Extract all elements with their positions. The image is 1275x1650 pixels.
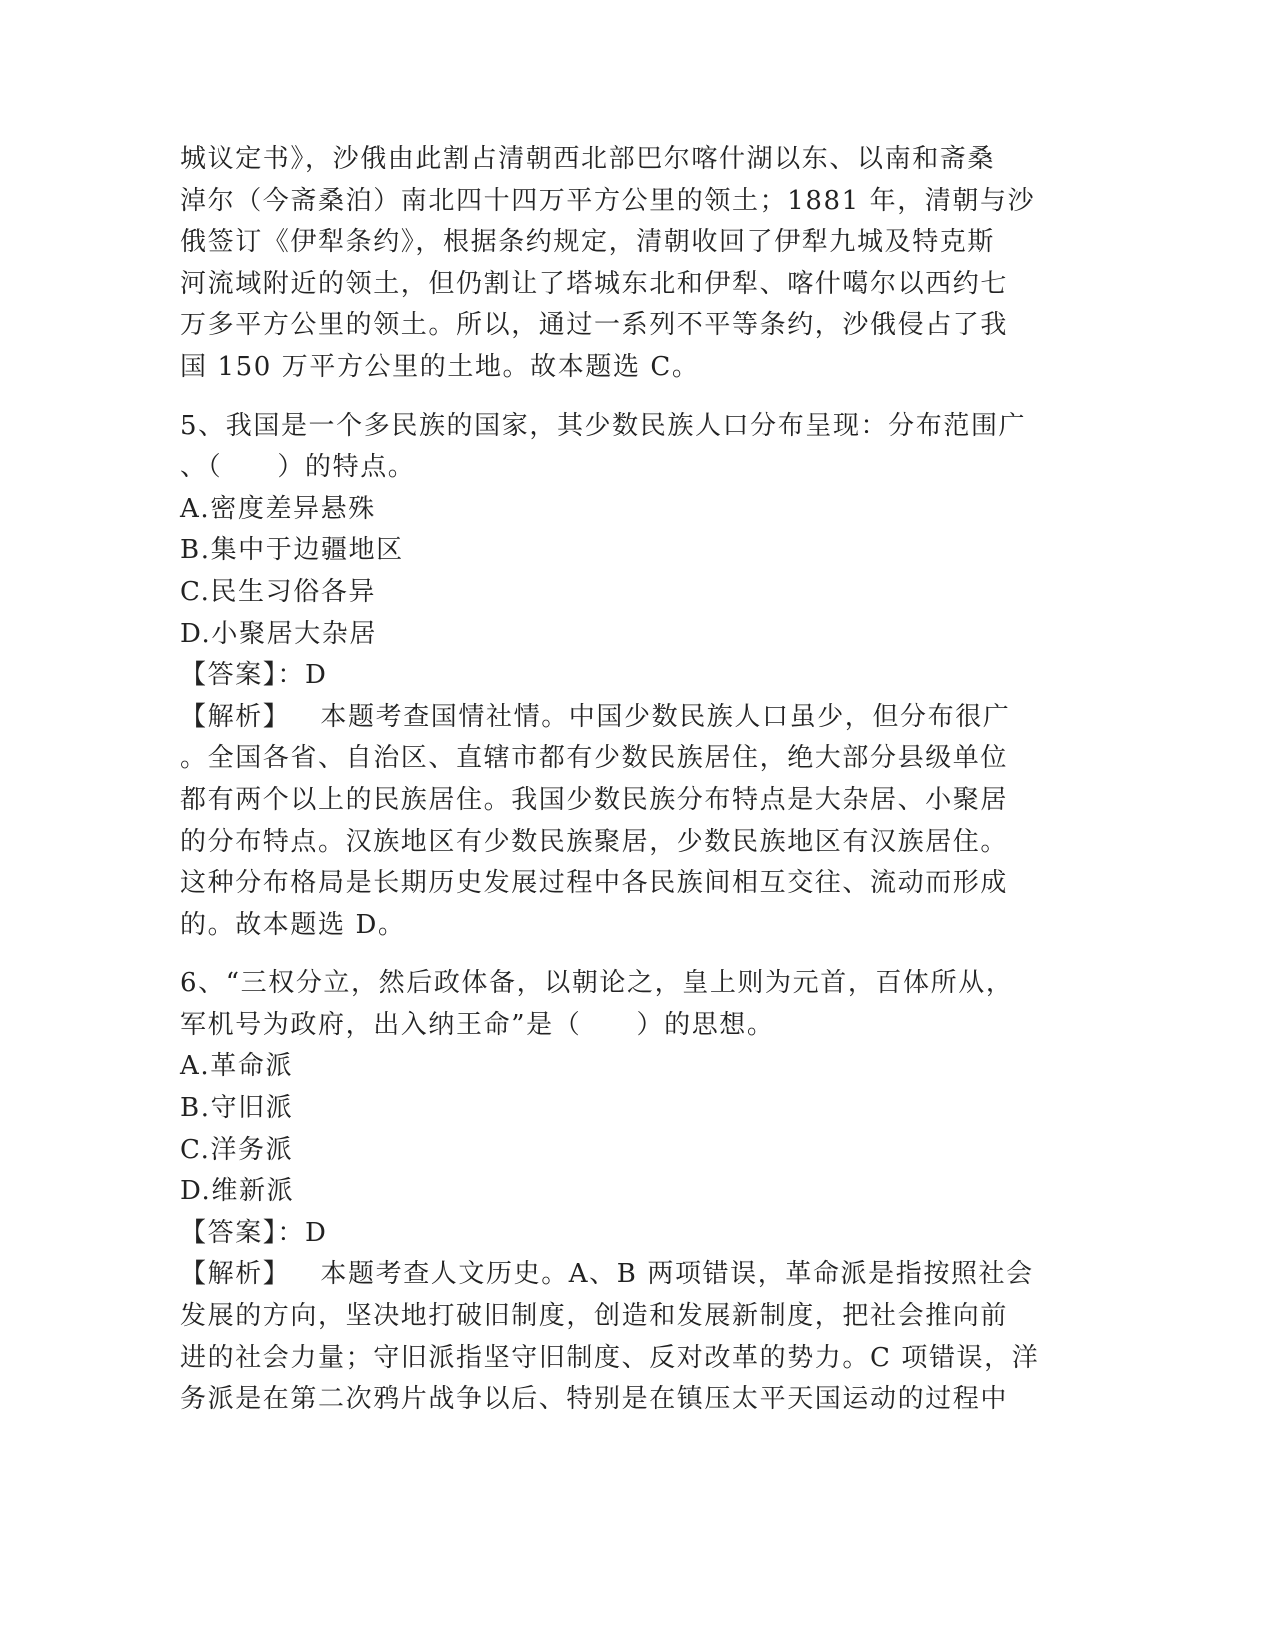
text-line: 国 150 万平方公里的土地。故本题选 C。 <box>180 351 700 382</box>
explanation-first-line <box>180 697 1180 739</box>
previous-explanation <box>180 139 1180 389</box>
explanation-text: 本题考查人文历史。A、B 两项错误，革命派是指按照社会 <box>320 1259 1034 1290</box>
option-d: D.维新派 <box>180 1176 295 1207</box>
explanation-line: 的分布特点。汉族地区有少数民族聚居，少数民族地区有汉族居住。 <box>180 826 1009 857</box>
text-line: 万多平方公里的领土。所以，通过一系列不平等条约，沙俄侵占了我 <box>180 310 1009 341</box>
option-a: A.革命派 <box>180 1051 294 1082</box>
text-line: 河流域附近的领土，但仍割让了塔城东北和伊犁、喀什噶尔以西约七 <box>180 268 1009 299</box>
question-stem: 军机号为政府，出入纳王命”是（ ）的思想。 <box>180 1009 775 1040</box>
question-6 <box>180 963 1180 1421</box>
explanation-line: 都有两个以上的民族居住。我国少数民族分布特点是大杂居、小聚居 <box>180 784 1009 815</box>
option-b: B.集中于边疆地区 <box>180 535 404 566</box>
question-stem: 6、“三权分立，然后政体备，以朝论之，皇上则为元首，百体所从， <box>180 968 1014 999</box>
question-stem: 5、我国是一个多民族的国家，其少数民族人口分布呈现：分布范围广 <box>180 410 1027 441</box>
option-a: A.密度差异悬殊 <box>180 493 376 524</box>
explanation-line: 进的社会力量；守旧派指坚守旧制度、反对改革的势力。C 项错误，洋 <box>180 1342 1040 1373</box>
explanation-line: 务派是在第二次鸦片战争以后、特别是在镇压太平天国运动的过程中 <box>180 1384 1009 1415</box>
explanation-line: 这种分布格局是长期历史发展过程中各民族间相互交往、流动而形成 <box>180 868 1009 899</box>
text-line: 俄签订《伊犁条约》，根据条约规定，清朝收回了伊犁九城及特克斯 <box>180 227 996 258</box>
answer: 【答案】：D <box>180 1217 328 1248</box>
document-page <box>180 139 1180 1438</box>
explanation-label: 【解析】 <box>180 1259 291 1290</box>
explanation-text: 本题考查国情社情。中国少数民族人口虽少，但分布很广 <box>320 701 1011 732</box>
explanation-line: 。全国各省、自治区、直辖市都有少数民族居住，绝大部分县级单位 <box>180 743 1009 774</box>
explanation-line: 发展的方向，坚决地打破旧制度，创造和发展新制度，把社会推向前 <box>180 1301 1009 1332</box>
answer: 【答案】：D <box>180 660 328 691</box>
question-5 <box>180 406 1180 947</box>
explanation-line: 的。故本题选 D。 <box>180 909 406 940</box>
text-line: 城议定书》，沙俄由此割占清朝西北部巴尔喀什湖以东、以南和斋桑 <box>180 144 996 174</box>
option-b: B.守旧派 <box>180 1093 294 1124</box>
option-c: C.民生习俗各异 <box>180 576 377 607</box>
option-c: C.洋务派 <box>180 1134 294 1165</box>
explanation-first-line <box>180 1254 1180 1296</box>
option-d: D.小聚居大杂居 <box>180 618 377 649</box>
explanation-label: 【解析】 <box>180 701 291 732</box>
text-line: 淖尔（今斋桑泊）南北四十四万平方公里的领土；1881 年，清朝与沙 <box>180 185 1036 216</box>
question-stem: 、（ ）的特点。 <box>180 452 416 483</box>
